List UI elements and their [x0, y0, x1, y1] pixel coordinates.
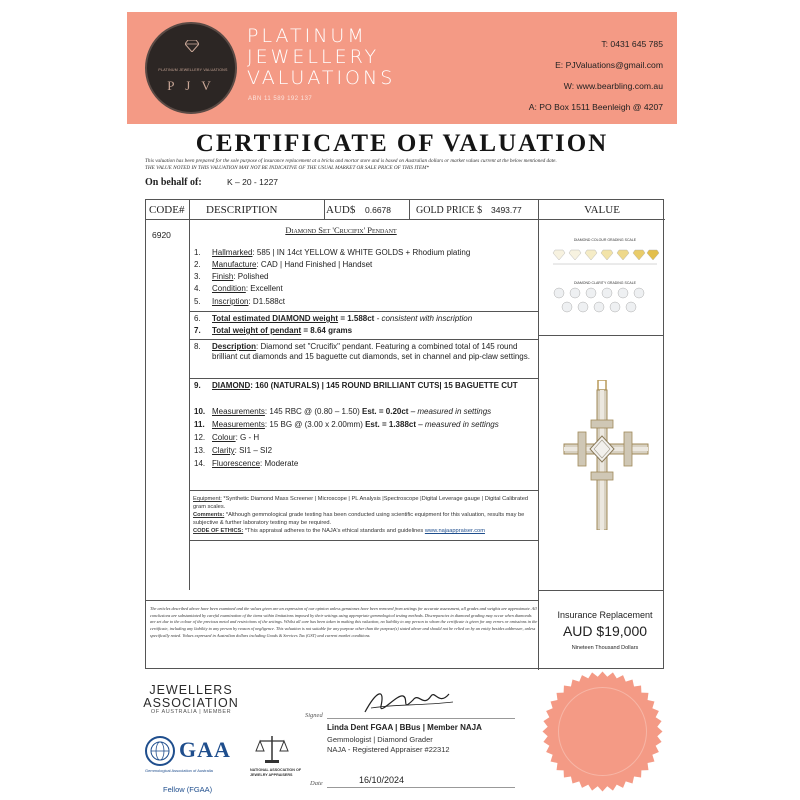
item-title: Diamond Set 'Crucifix' Pendant	[285, 225, 397, 235]
insurance-words: Nineteen Thousand Dollars	[571, 645, 639, 651]
divider	[190, 311, 538, 312]
date-label: Date	[310, 780, 323, 787]
brand-line-1: PLATINUM	[247, 25, 367, 47]
valuation-table	[145, 199, 664, 669]
equipment-text: *Synthetic Diamond Mass Screener | Microscope | PL Analysis |Spectroscope |Digital Leverage gauge | Digital Calibrated gram scales.	[193, 496, 529, 510]
signed-label: Signed	[305, 712, 323, 719]
item-number: 11.	[194, 420, 205, 429]
item-number: 14.	[194, 459, 206, 468]
item-number: 1.	[194, 248, 201, 257]
jewellers-association-logo	[131, 684, 251, 710]
seal-icon	[540, 669, 665, 794]
item-label: Total estimated DIAMOND weight	[212, 314, 339, 323]
divider	[190, 378, 538, 379]
item-number: 5.	[194, 297, 201, 306]
brand-line-2: JEWELLERY	[247, 46, 380, 68]
item-bold: = 1.588ct	[338, 314, 375, 323]
item-number: 7.	[194, 326, 201, 335]
fellow-label: Fellow (FGAA)	[163, 785, 213, 794]
address: A: PO Box 1511 Beenleigh @ 4207	[528, 102, 663, 112]
item-number: 13.	[194, 446, 206, 455]
grading-scale-image	[551, 238, 659, 323]
ethics-link[interactable]: www.najaappraiser.com	[424, 528, 485, 534]
item-italic: – measured in settings	[416, 420, 499, 429]
item-label: Inscription	[212, 297, 249, 306]
item-label: Total weight of pendant	[212, 326, 302, 335]
phone: T: 0431 645 785	[601, 39, 663, 49]
item-number: 2.	[194, 260, 201, 269]
signer-name: Linda Dent FGAA | BBus | Member NAJA	[327, 723, 482, 732]
gaa-globe-icon	[145, 736, 175, 766]
item-number: 9.	[194, 381, 201, 390]
ethics-label: CODE OF ETHICS:	[193, 528, 244, 534]
item-number: 10.	[194, 407, 206, 416]
header-code: CODE#	[149, 204, 185, 216]
item-label: Manufacture	[212, 260, 257, 269]
item-italic: – measured in settings	[408, 407, 492, 416]
item-text: : CAD | Hand Finished | Handset	[256, 260, 373, 269]
item-label: Colour	[212, 433, 236, 442]
header-value: VALUE	[584, 204, 620, 216]
item-text: : 585 | IN 14ct YELLOW & WHITE GOLDS + Rhodium plating	[252, 248, 471, 257]
item-bold: : 160 (NATURALS) | 145 ROUND BRILLIANT CUTS| 15 BAGUETTE CUT	[250, 381, 518, 390]
item-bold: = 8.64 grams	[301, 326, 353, 335]
signature	[357, 686, 457, 718]
gaa-subtitle: Gemmological Association of Australia	[145, 768, 213, 773]
item-label: Clarity	[212, 446, 235, 455]
divider	[146, 600, 538, 601]
divider	[538, 335, 664, 336]
insurance-label: Insurance Replacement	[557, 610, 653, 620]
item-number: 12.	[194, 433, 206, 442]
notes-block	[193, 495, 538, 535]
abn-number: ABN 11 589 192 137	[248, 96, 313, 102]
comments-label: Comments:	[193, 512, 225, 518]
signer-role	[327, 735, 450, 755]
email[interactable]: E: PJValuations@gmail.com	[555, 60, 663, 70]
divider	[538, 200, 539, 670]
item-number: 4.	[194, 284, 201, 293]
date-line	[327, 787, 515, 788]
clarity-scale-icon	[551, 285, 659, 315]
clarity-scale-title: DIAMOND CLARITY GRADING SCALE	[574, 281, 636, 285]
diamond-icon	[185, 40, 199, 52]
header-gold-label: GOLD PRICE $	[416, 204, 483, 216]
header-banner	[127, 12, 677, 124]
brand-name	[247, 26, 395, 89]
disclaimer-line-2: THE VALUE NOTED IN THIS VALUATION MAY NOT BE INDICATIVE OF THE USUAL MARKET OR SALE PRICE OF THIS ITEM*	[145, 164, 430, 171]
contact-details	[529, 34, 663, 118]
header-description: DESCRIPTION	[206, 204, 278, 216]
divider	[190, 540, 538, 541]
item-label: Measurements	[212, 420, 265, 429]
item-label: DIAMOND	[212, 381, 251, 390]
item-text: : Polished	[233, 272, 269, 281]
item-text: : Moderate	[260, 459, 299, 468]
signer-role-1: Gemmologist | Diamond Grader	[327, 735, 433, 744]
item-number: 3.	[194, 272, 201, 281]
item-bold: Est. = 0.20ct	[361, 407, 409, 416]
gaa-logo-text: GAA	[179, 737, 231, 762]
pjv-logo	[145, 22, 237, 114]
comments-text: *Although gemmological grade testing has been conducted using scientific equipment for this valuation, results may be subjective & further laboratory testing may be required.	[193, 512, 525, 526]
small-print: The articles described above have been examined and the values given are an expression of our opinion unless gemstones have been removed from settings for accurate assessment, all grades and weights are approximate. All conclusions are substantiated by careful examination of the items within limitations imposed by their settings using appropriate gemmological testing methods. Discrepancies in diamond grading may occur when diamonds are set due to the colour of the precious metal and restrictions of the settings. Whilst all care has been taken in making this valuation, no liability to any person to whom the certificate is given for any errors or omissions in the certificate, including any liability to any person by reason of negligence. This valuation is not suitable for any purpose other than the purpose(s) stated above and should not be relied on by an entity besides addressee, unless specifically noted. Values expressed in Australian dollars including Goods & Services Tax (GST) and current market conditions.	[150, 606, 538, 638]
item-text: : 145 RBC @ (0.80 – 1.50)	[264, 407, 362, 416]
item-label: Condition	[212, 284, 246, 293]
equipment-label: Equipment:	[193, 496, 222, 502]
date-value: 16/10/2024	[359, 775, 405, 785]
pendant-image	[558, 380, 654, 530]
brand-line-3: VALUATIONS	[247, 67, 396, 89]
divider	[409, 200, 410, 220]
divider	[538, 590, 664, 591]
item-bold: Est. = 1.388ct	[365, 420, 416, 429]
item-text: : Excellent	[245, 284, 283, 293]
ja-line-2: ASSOCIATION	[143, 696, 239, 710]
divider	[189, 200, 190, 590]
item-label: Fluorescence	[212, 459, 261, 468]
item-italic: - consistent with inscription	[374, 314, 473, 323]
disclaimer	[145, 158, 665, 171]
header-aud-value: 0.6678	[365, 205, 391, 215]
page-title: CERTIFICATE OF VALUATION	[195, 130, 609, 157]
header-gold-value: 3493.77	[491, 205, 522, 215]
item-text: : 15 BG @ (3.00 x 2.00mm)	[264, 420, 366, 429]
colour-scale-icon	[551, 242, 659, 270]
signature-line	[327, 718, 515, 719]
ja-line-1: JEWELLERS	[149, 683, 233, 697]
item-number: 6.	[194, 314, 201, 323]
item-code: 6920	[152, 230, 171, 240]
scales-of-justice-icon	[255, 732, 289, 766]
item-text: : D1.588ct	[248, 297, 285, 306]
item-text: : SI1 – SI2	[234, 446, 273, 455]
ja-subtitle: OF AUSTRALIA | MEMBER	[150, 709, 232, 715]
certificate-sheet	[127, 12, 677, 797]
disclaimer-line-1: This valuation has been prepared for the sole purpose of insurance replacement at a bricks and mortar store and is based on Australian dollars or market values current at the below mentioned date.	[145, 158, 557, 164]
divider	[190, 339, 538, 340]
divider	[324, 200, 325, 220]
on-behalf-value: K – 20 - 1227	[227, 177, 279, 187]
on-behalf-label: On behalf of:	[145, 177, 202, 188]
signer-role-2: NAJA - Registered Appraiser #22312	[327, 745, 450, 754]
website[interactable]: W: www.bearbling.com.au	[563, 81, 663, 91]
colour-scale-title: DIAMOND COLOUR GRADING SCALE	[573, 238, 637, 242]
item-label: Description	[212, 342, 257, 351]
item-label: Finish	[212, 272, 234, 281]
item-label: Hallmarked	[212, 248, 253, 257]
item-text: : Diamond set "Crucifix" pendant. Featuring a combined total of 145 round brilliant cut diamonds and 15 baguette cut diamonds, set in channel and pip-claw settings.	[212, 342, 530, 361]
ethics-text: *This appraisal adheres to the NAJA's ethical standards and guidelines	[243, 528, 425, 534]
item-label: Measurements	[212, 407, 265, 416]
logo-initials: P J V	[167, 78, 215, 93]
header-aud-label: AUD$	[326, 204, 356, 216]
item-number: 8.	[194, 342, 201, 351]
insurance-value: AUD $19,000	[562, 623, 648, 639]
divider	[190, 490, 538, 491]
globe-icon	[147, 738, 173, 764]
logo-tagline: PLATINUM JEWELLERY VALUATIONS	[158, 68, 228, 72]
item-text: : G - H	[235, 433, 260, 442]
naja-text: NATIONAL ASSOCIATION OF JEWELRY APPRAISERS	[250, 768, 302, 777]
